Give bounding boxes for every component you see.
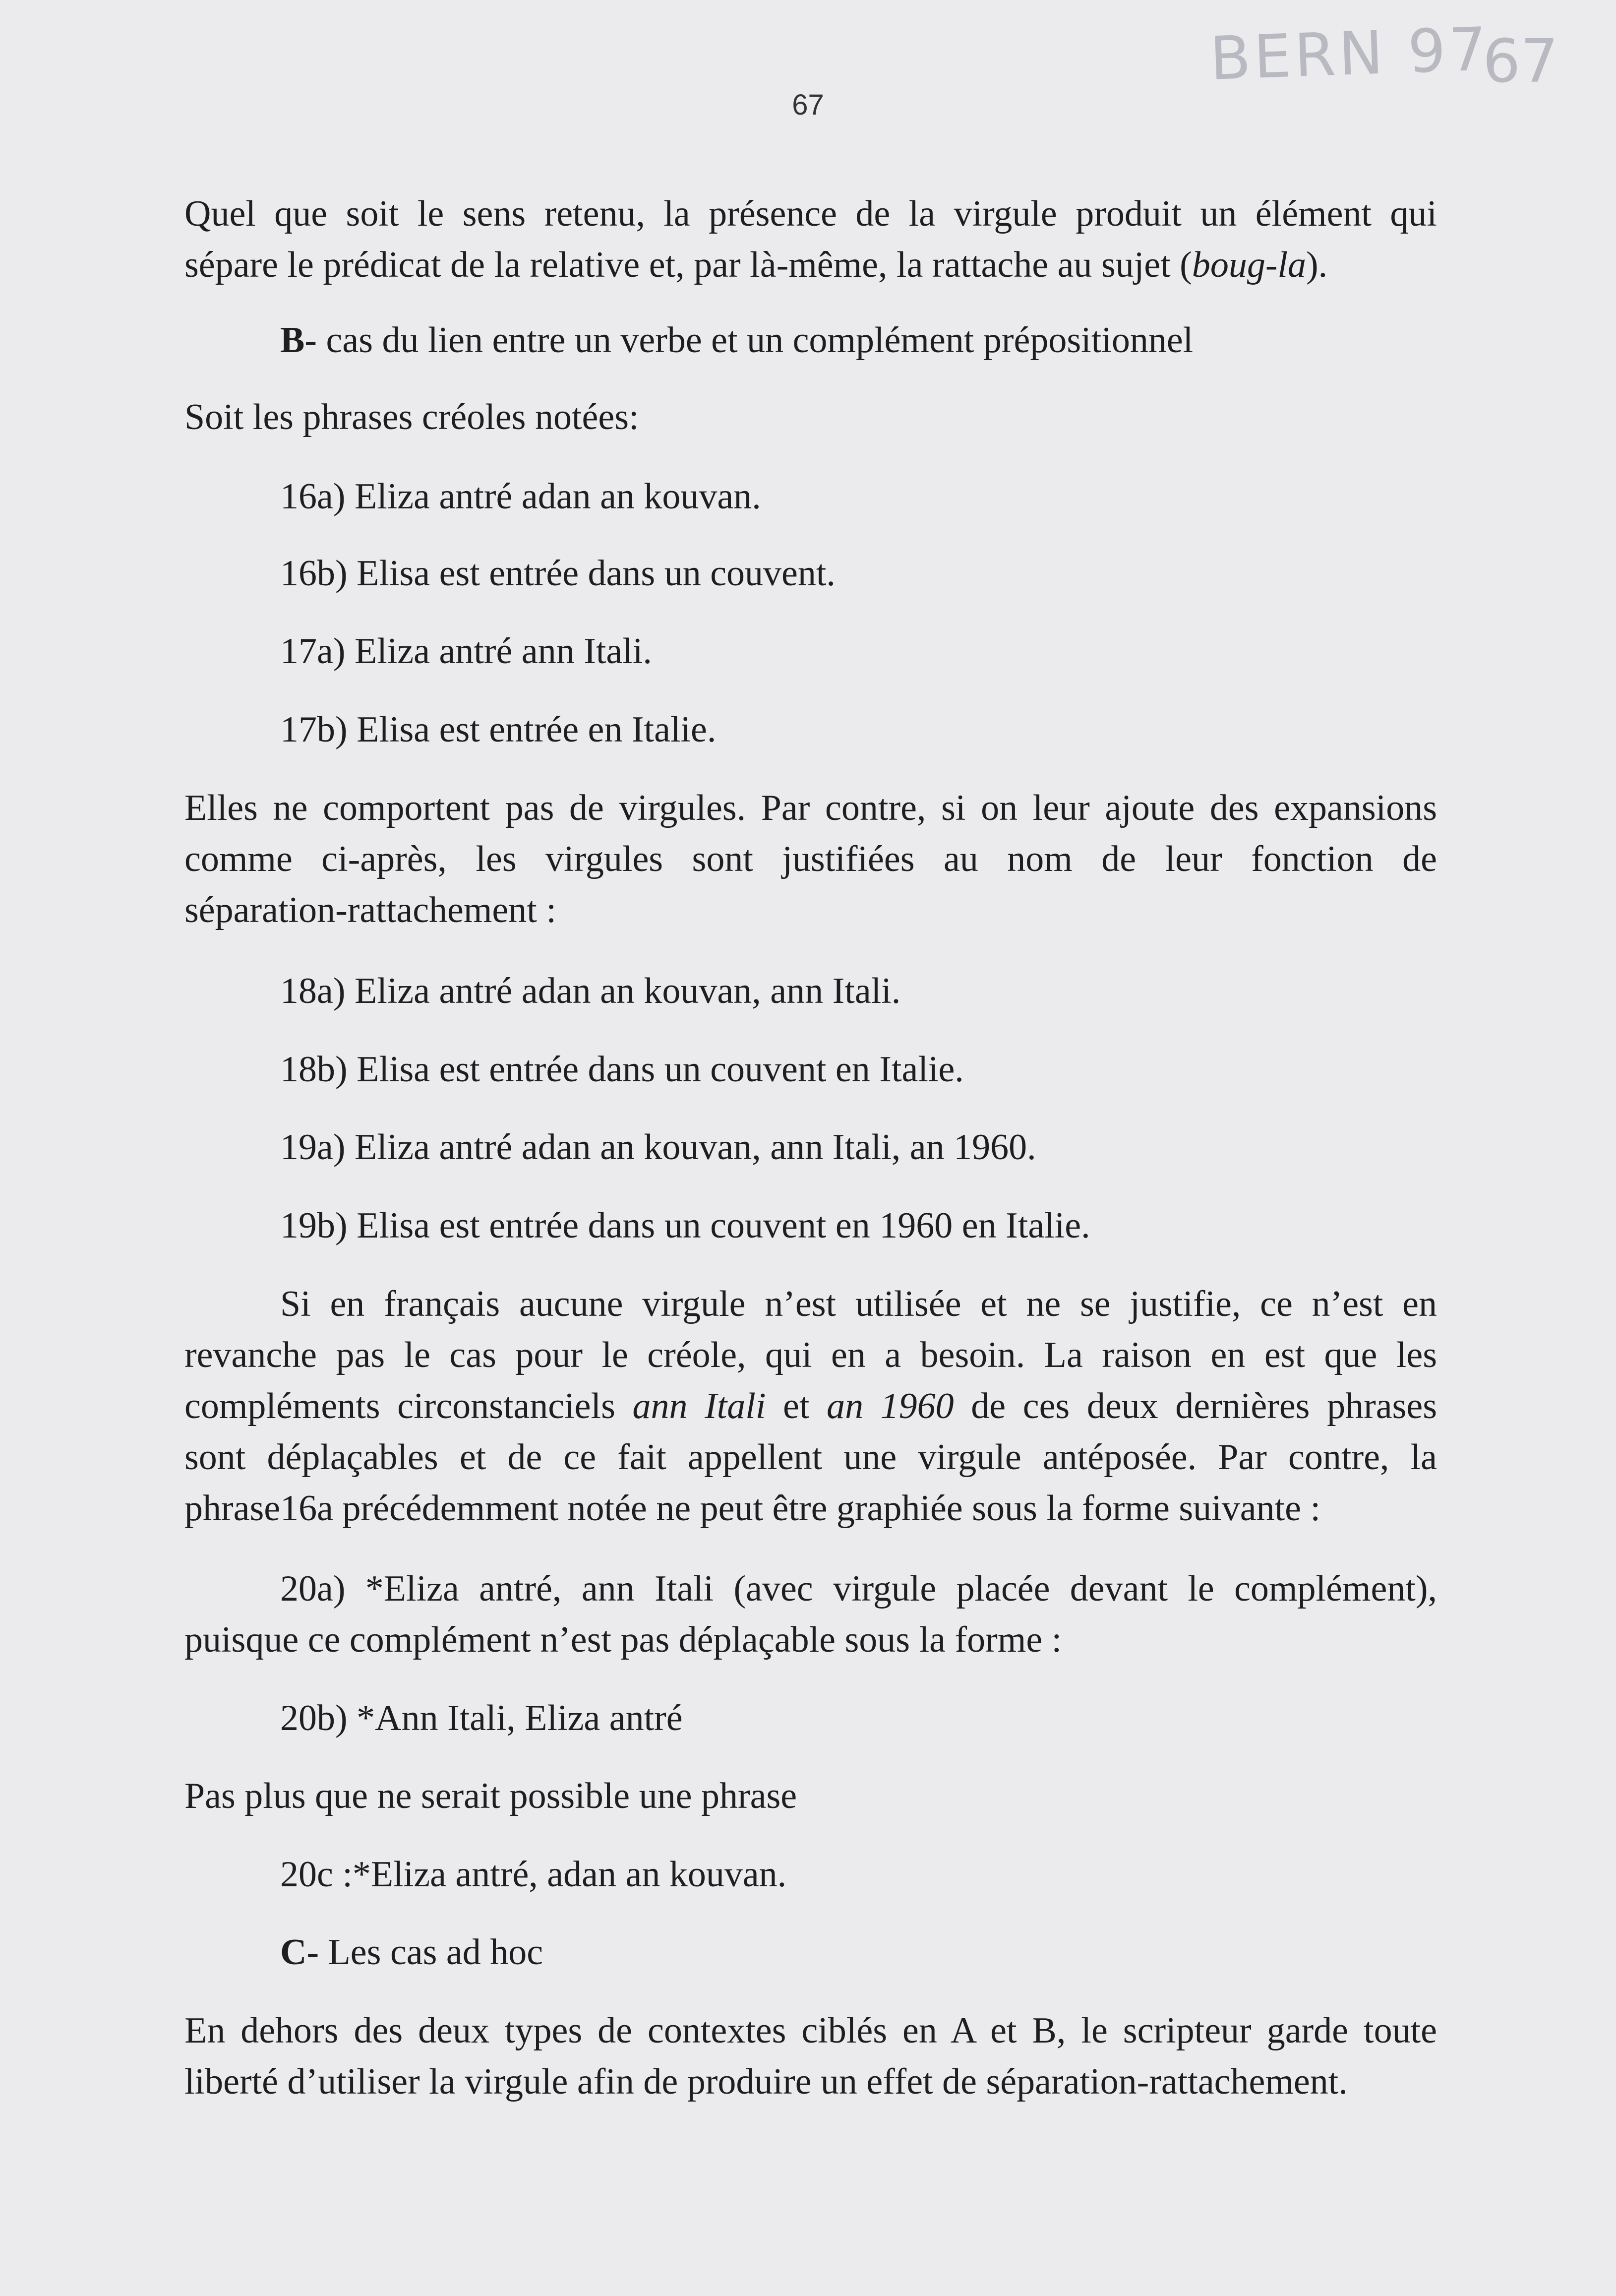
example-17a: 17a) Eliza antré ann Itali. [280, 631, 652, 672]
intro-sentence-1: Soit les phrases créoles notées: [184, 397, 639, 437]
section-b-heading: B- cas du lien entre un verbe et un complément prépositionnel [280, 320, 1194, 361]
page-number: 67 [792, 89, 824, 121]
section-c-heading: C- Les cas ad hoc [280, 1932, 543, 1973]
archive-stamp-number: 67 [1483, 27, 1558, 96]
paragraph-3-line-5: phrase16a précédemment notée ne peut être graphiée sous la forme suivante : [184, 1488, 1321, 1529]
section-b-marker: B- [280, 320, 317, 361]
section-c-marker: C- [280, 1932, 319, 1973]
paragraph-4-line-1: 20a) *Eliza antré, ann Itali (avec virgule placée devant le complément), [280, 1568, 1437, 1609]
example-20b: 20b) *Ann Itali, Eliza antré [280, 1698, 683, 1738]
example-16b: 16b) Elisa est entrée dans un couvent. [280, 553, 836, 594]
emphasis-an-1960: an 1960 [827, 1386, 954, 1427]
emphasis-boug-la: boug-la [1192, 245, 1307, 285]
paragraph-3-line-4: sont déplaçables et de ce fait appellent une virgule antéposée. Par contre, la [184, 1437, 1437, 1478]
example-16a: 16a) Eliza antré adan an kouvan. [280, 476, 761, 517]
example-19b: 19b) Elisa est entrée dans un couvent en 1960 en Italie. [280, 1205, 1090, 1246]
paragraph-1-line-2: sépare le prédicat de la relative et, par là-même, la rattache au sujet (boug-la). [184, 245, 1328, 285]
example-17b: 17b) Elisa est entrée en Italie. [280, 709, 717, 750]
example-18b: 18b) Elisa est entrée dans un couvent en Italie. [280, 1049, 964, 1090]
paragraph-4-line-2: puisque ce complément n’est pas déplaçable sous la forme : [184, 1619, 1062, 1660]
example-19a: 19a) Eliza antré adan an kouvan, ann Itali, an 1960. [280, 1127, 1036, 1168]
paragraph-2-line-1: Elles ne comportent pas de virgules. Par contre, si on leur ajoute des expansions [184, 788, 1437, 828]
example-18a: 18a) Eliza antré adan an kouvan, ann Itali. [280, 971, 901, 1011]
paragraph-5-line-1: En dehors des deux types de contextes ciblés en A et B, le scripteur garde toute [184, 2010, 1437, 2051]
intro-sentence-2: Pas plus que ne serait possible une phrase [184, 1776, 797, 1816]
example-20c: 20c :*Eliza antré, adan an kouvan. [280, 1854, 787, 1895]
paragraph-3-line-3: compléments circonstanciels ann Itali et an 1960 de ces deux dernières phrases [184, 1386, 1437, 1427]
paragraph-1-line-1: Quel que soit le sens retenu, la présence de la virgule produit un élément qui [184, 193, 1437, 234]
archive-stamp: BERN 97 [1208, 15, 1491, 94]
paragraph-2-line-2: comme ci-après, les virgules sont justifiées au nom de leur fonction de [184, 839, 1437, 879]
paragraph-2-line-3: séparation-rattachement : [184, 890, 556, 931]
paragraph-3-line-2: revanche pas le cas pour le créole, qui en a besoin. La raison en est que les [184, 1335, 1437, 1375]
paragraph-5-line-2: liberté d’utiliser la virgule afin de produire un effet de séparation-rattachement. [184, 2061, 1348, 2102]
paragraph-3-line-1: Si en français aucune virgule n’est utilisée et ne se justifie, ce n’est en [280, 1284, 1437, 1324]
emphasis-ann-itali: ann Itali [632, 1386, 766, 1427]
